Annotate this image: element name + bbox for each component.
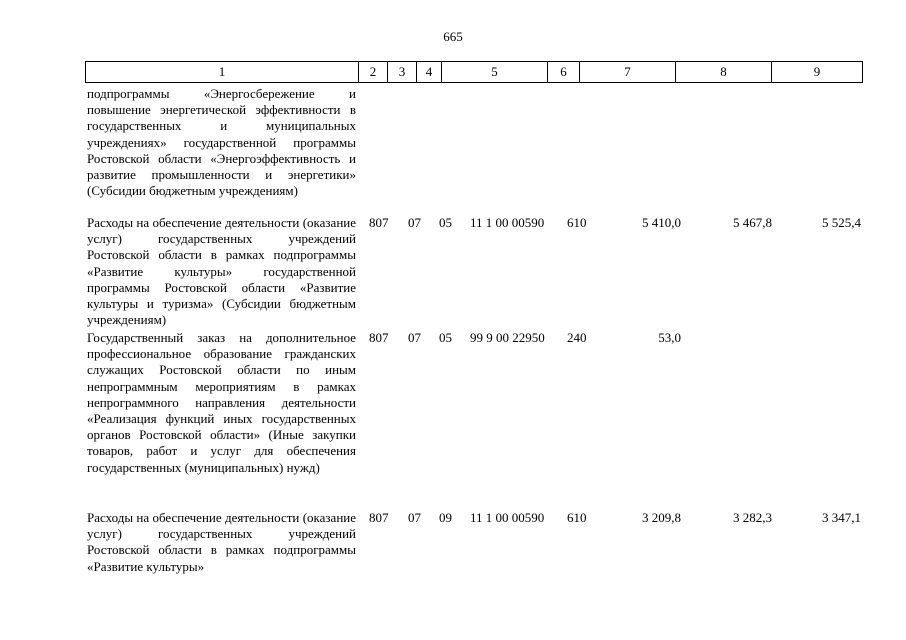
row-amount-1: 53,0 (658, 330, 681, 345)
page-number: 665 (443, 29, 463, 44)
row-subsection: 05 (439, 330, 452, 345)
row-amount-2: 5 467,8 (733, 215, 772, 230)
row-description: Государственный заказ на дополнительное профессиональное образование гражданских служащих Ростовской области по иным непрограммным мероприятиям в рамках непрограммного направления деятельности «Реализация функций иных государственных органов Ростовской области» (Иные закупки товаров, работ и услуг для обеспечения государственных (муниципальных) нужд) (87, 330, 356, 475)
row-description: подпрограммы «Энергосбережение и повышение энергетической эффективности в государственных и муниципальных учреждениях» государственной программы Ростовской области «Энергоэффективность и развитие промышленности и энергетики» (Субсидии бюджетным учреждениям) (87, 86, 356, 199)
row-expense-type: 610 (567, 510, 587, 525)
row-amount-1: 3 209,8 (642, 510, 681, 525)
row-admin-code: 807 (369, 215, 389, 230)
row-target-article: 11 1 00 00590 (470, 215, 545, 230)
header-col-4: 4 (417, 62, 442, 82)
table-header (85, 61, 863, 83)
row-expense-type: 240 (567, 330, 587, 345)
row-section: 07 (408, 215, 421, 230)
header-col-7: 7 (580, 62, 676, 82)
row-admin-code: 807 (369, 510, 389, 525)
header-col-1: 1 (86, 62, 359, 82)
row-amount-1: 5 410,0 (642, 215, 681, 230)
row-target-article: 11 1 00 00590 (470, 510, 545, 525)
row-target-article: 99 9 00 22950 (470, 330, 545, 345)
row-description: Расходы на обеспечение деятельности (оказание услуг) государственных учреждений Ростовской области в рамках подпрограммы «Развитие культуры» (87, 510, 356, 574)
row-amount-2: 3 282,3 (733, 510, 772, 525)
header-col-3: 3 (388, 62, 417, 82)
header-col-2: 2 (359, 62, 388, 82)
header-col-8: 8 (676, 62, 772, 82)
row-subsection: 09 (439, 510, 452, 525)
header-col-6: 6 (548, 62, 580, 82)
row-description: Расходы на обеспечение деятельности (оказание услуг) государственных учреждений Ростовской области в рамках подпрограммы «Развитие культуры» государственной программы Ростовской области «Развитие культуры и туризма» (Субсидии бюджетным учреждениям) (87, 215, 356, 328)
row-admin-code: 807 (369, 330, 389, 345)
row-section: 07 (408, 330, 421, 345)
row-amount-3: 5 525,4 (822, 215, 861, 230)
row-subsection: 05 (439, 215, 452, 230)
row-amount-3: 3 347,1 (822, 510, 861, 525)
row-section: 07 (408, 510, 421, 525)
row-expense-type: 610 (567, 215, 587, 230)
header-col-5: 5 (442, 62, 548, 82)
header-col-9: 9 (772, 62, 863, 82)
